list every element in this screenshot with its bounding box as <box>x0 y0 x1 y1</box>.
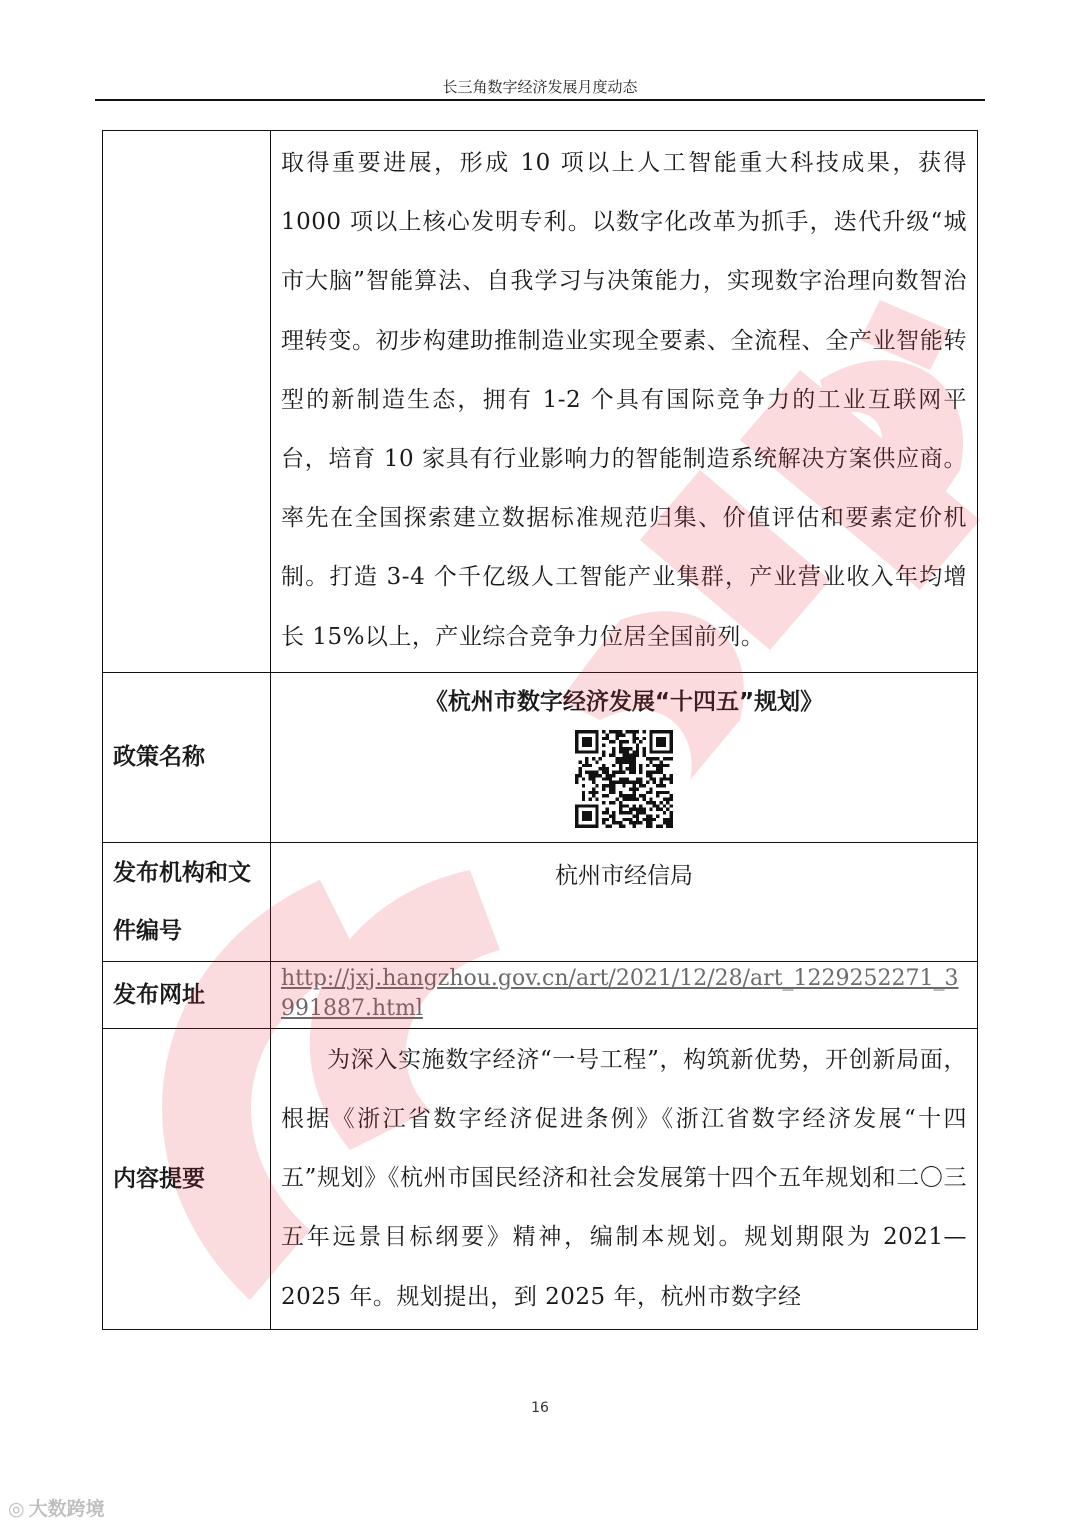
page-number: 16 <box>531 1400 549 1416</box>
policy-url-link[interactable]: http://jxj.hangzhou.gov.cn/art/2021/12/28/art_1229252271_3991887.html <box>281 965 959 1021</box>
header-rule <box>95 99 985 101</box>
table-row-publisher <box>103 842 978 961</box>
url-label: 发布网址 <box>103 961 271 1028</box>
continued-text-cell <box>271 131 978 673</box>
summary-paragraph: 为深入实施数字经济“一号工程”，构筑新优势，开创新局面，根据《浙江省数字经济促进条例》《浙江省数字经济发展“十四五”规划》《杭州市国民经济和社会发展第十四个五年规划和二〇三五年远景目标纲要》精神，编制本规划。规划期限为 2021—2025 年。规划提出，到 2025 年，杭州市数字经 <box>281 1046 967 1310</box>
policy-table <box>102 130 978 1330</box>
weibo-icon: ◎ <box>8 1498 25 1520</box>
publisher-cell <box>271 842 978 961</box>
running-header: 长三角数字经济发展月度动态 <box>442 78 638 96</box>
table-row-continued <box>103 131 978 673</box>
publisher-value: 杭州市经信局 <box>555 862 693 889</box>
corner-watermark: ◎ 大数跨境 <box>8 1498 105 1520</box>
empty-label-cell <box>103 131 271 673</box>
table-row-policy-name <box>103 672 978 842</box>
summary-label: 内容提要 <box>103 1028 271 1329</box>
policy-name-cell <box>271 672 978 842</box>
url-cell <box>271 961 978 1028</box>
table-row-url <box>103 961 978 1028</box>
publisher-label: 发布机构和文件编号 <box>103 842 271 961</box>
summary-cell <box>271 1028 978 1329</box>
qr-code-icon[interactable] <box>575 730 673 828</box>
table-row-summary <box>103 1028 978 1329</box>
policy-name-label: 政策名称 <box>103 672 271 842</box>
continued-paragraph: 取得重要进展，形成 10 项以上人工智能重大科技成果，获得 1000 项以上核心发明专利。以数字化改革为抓手，迭代升级“城市大脑”智能算法、自我学习与决策能力，实现数字治理向数智治理转变。初步构建助推制造业实现全要素、全流程、全产业智能转型的新制造生态，拥有 1-2 个具有国际竞争力的工业互联网平台，培育 10 家具有行业影响力的智能制造系统解决方案供应商。率先在全国探索建立数据标准规范归集、价值评估和要素定价机制。打造 3-4 个千亿级人工智能产业集群，产业营业收入年均增长 15%以上，产业综合竞争力位居全国前列。 <box>281 150 967 650</box>
policy-title: 《杭州市数字经济发展“十四五”规划》 <box>424 688 824 715</box>
